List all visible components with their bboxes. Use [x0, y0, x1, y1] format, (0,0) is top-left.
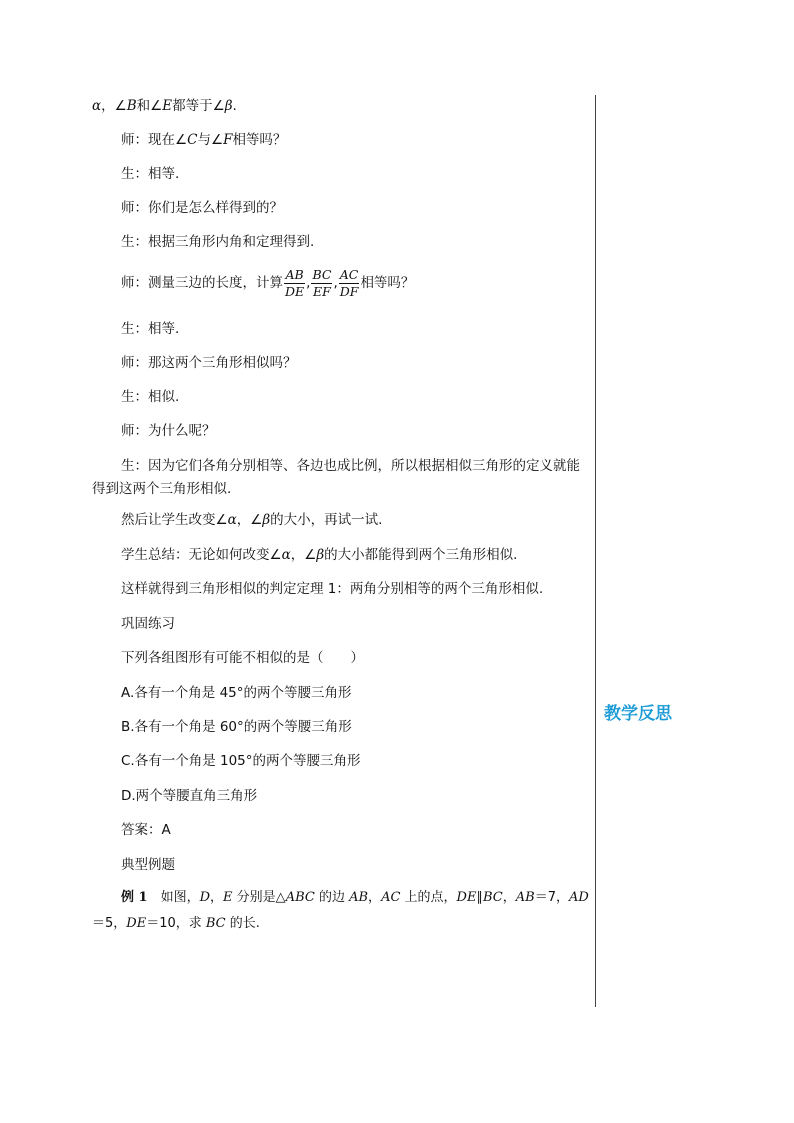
math-alpha: α — [92, 98, 102, 114]
paragraph-student-reason: 生：因为它们各角分别相等、各边也成比例，所以根据相似三角形的定义就能得到这两个三角形相似. — [92, 458, 580, 497]
math-e: E — [223, 890, 233, 905]
option-d: D.两个等腰直角三角形 — [121, 788, 258, 804]
math-beta: β — [262, 512, 271, 528]
text: ，∠ — [101, 98, 127, 114]
text: 学生总结：无论如何改变∠ — [121, 547, 282, 563]
math-b: B — [126, 98, 137, 114]
line-student-theorem: 生：根据三角形内角和定理得到. — [121, 234, 315, 250]
text: 上的点， — [400, 890, 457, 905]
math-abc: ABC — [285, 890, 315, 905]
math-beta: β — [316, 547, 325, 563]
text: 师：现在∠ — [121, 132, 188, 148]
denominator: DF — [339, 283, 359, 299]
math-ab: AB — [349, 890, 369, 905]
math-f: F — [223, 132, 233, 148]
math-bc: BC — [205, 916, 226, 931]
text: 的大小，再试一试. — [270, 512, 383, 528]
example-1-line-2 — [92, 914, 588, 934]
denominator: EF — [313, 283, 331, 299]
line-teacher-why: 师：为什么呢？ — [121, 423, 216, 439]
fraction-bc-ef — [311, 267, 332, 300]
math-e: E — [162, 98, 173, 114]
math-bc: BC — [482, 890, 503, 905]
text: 相等吗？ — [360, 275, 415, 291]
math-alpha: α — [227, 512, 237, 528]
option-b: B.各有一个角是 60°的两个等腰三角形 — [121, 719, 352, 735]
math-de: DE — [126, 916, 147, 931]
text: ＝7， — [534, 890, 569, 905]
separator: , — [333, 275, 338, 291]
text: ， — [368, 890, 382, 905]
text: 的大小都能得到两个三角形相似. — [324, 547, 518, 563]
example-1-line-1 — [92, 888, 617, 908]
text: 的边 — [314, 890, 350, 905]
text: 相等吗？ — [232, 132, 287, 148]
math-ab: AB — [515, 890, 535, 905]
text: 分别是△ — [232, 890, 286, 905]
line-alpha-beta — [92, 96, 588, 116]
line-teacher-question-c-f — [92, 130, 617, 150]
line-student-summary — [92, 545, 617, 565]
text: ， — [502, 890, 516, 905]
teaching-reflection-title: 教学反思 — [604, 704, 672, 724]
math-d: D — [199, 890, 211, 905]
math-ad: AD — [568, 890, 589, 905]
heading-practice: 巩固练习 — [121, 616, 175, 632]
parallel-symbol: ∥ — [476, 890, 483, 905]
numerator: BC — [312, 266, 332, 282]
text: ＝5， — [92, 916, 127, 931]
text: ＝10，求 — [146, 916, 206, 931]
text: ，∠ — [236, 512, 263, 528]
text: 然后让学生改变∠ — [121, 512, 228, 528]
separator: , — [306, 275, 311, 291]
option-a: A.各有一个角是 45°的两个等腰三角形 — [121, 685, 352, 701]
math-de: DE — [456, 890, 477, 905]
line-teacher-measure — [92, 266, 617, 300]
denominator: DE — [285, 283, 305, 299]
line-teacher-how: 师：你们是怎么样得到的？ — [121, 200, 283, 216]
text: ， — [210, 890, 224, 905]
math-c: C — [187, 132, 198, 148]
line-student-equal: 生：相等. — [121, 166, 180, 182]
text: 师：测量三边的长度，计算 — [121, 275, 283, 291]
fraction-ab-de — [284, 267, 305, 300]
example-label: 例 1 — [121, 890, 148, 905]
math-beta: β — [224, 98, 233, 114]
text: 和∠ — [136, 98, 163, 114]
text: 如图， — [147, 890, 200, 905]
text: 的长. — [225, 916, 260, 931]
math-alpha: α — [281, 547, 291, 563]
line-theorem-1: 这样就得到三角形相似的判定定理 1：两角分别相等的两个三角形相似. — [121, 581, 544, 597]
line-change-angles — [92, 510, 617, 530]
numerator: AB — [285, 266, 304, 282]
line-student-equal-2: 生：相等. — [121, 321, 180, 337]
line-teacher-similar: 师：那这两个三角形相似吗？ — [121, 355, 297, 371]
numerator: AC — [339, 266, 359, 282]
question-stem: 下列各组图形有可能不相似的是（ ） — [121, 650, 364, 666]
line-student-similar: 生：相似. — [121, 389, 180, 405]
text: 与∠ — [197, 132, 224, 148]
text: . — [232, 98, 237, 114]
text: ，∠ — [290, 547, 317, 563]
fraction-ac-df — [339, 267, 360, 300]
option-c: C.各有一个角是 105°的两个等腰三角形 — [121, 753, 361, 769]
math-ac: AC — [381, 890, 401, 905]
text: 都等于∠ — [172, 98, 225, 114]
answer: 答案：A — [121, 822, 171, 838]
heading-examples: 典型例题 — [121, 857, 175, 873]
